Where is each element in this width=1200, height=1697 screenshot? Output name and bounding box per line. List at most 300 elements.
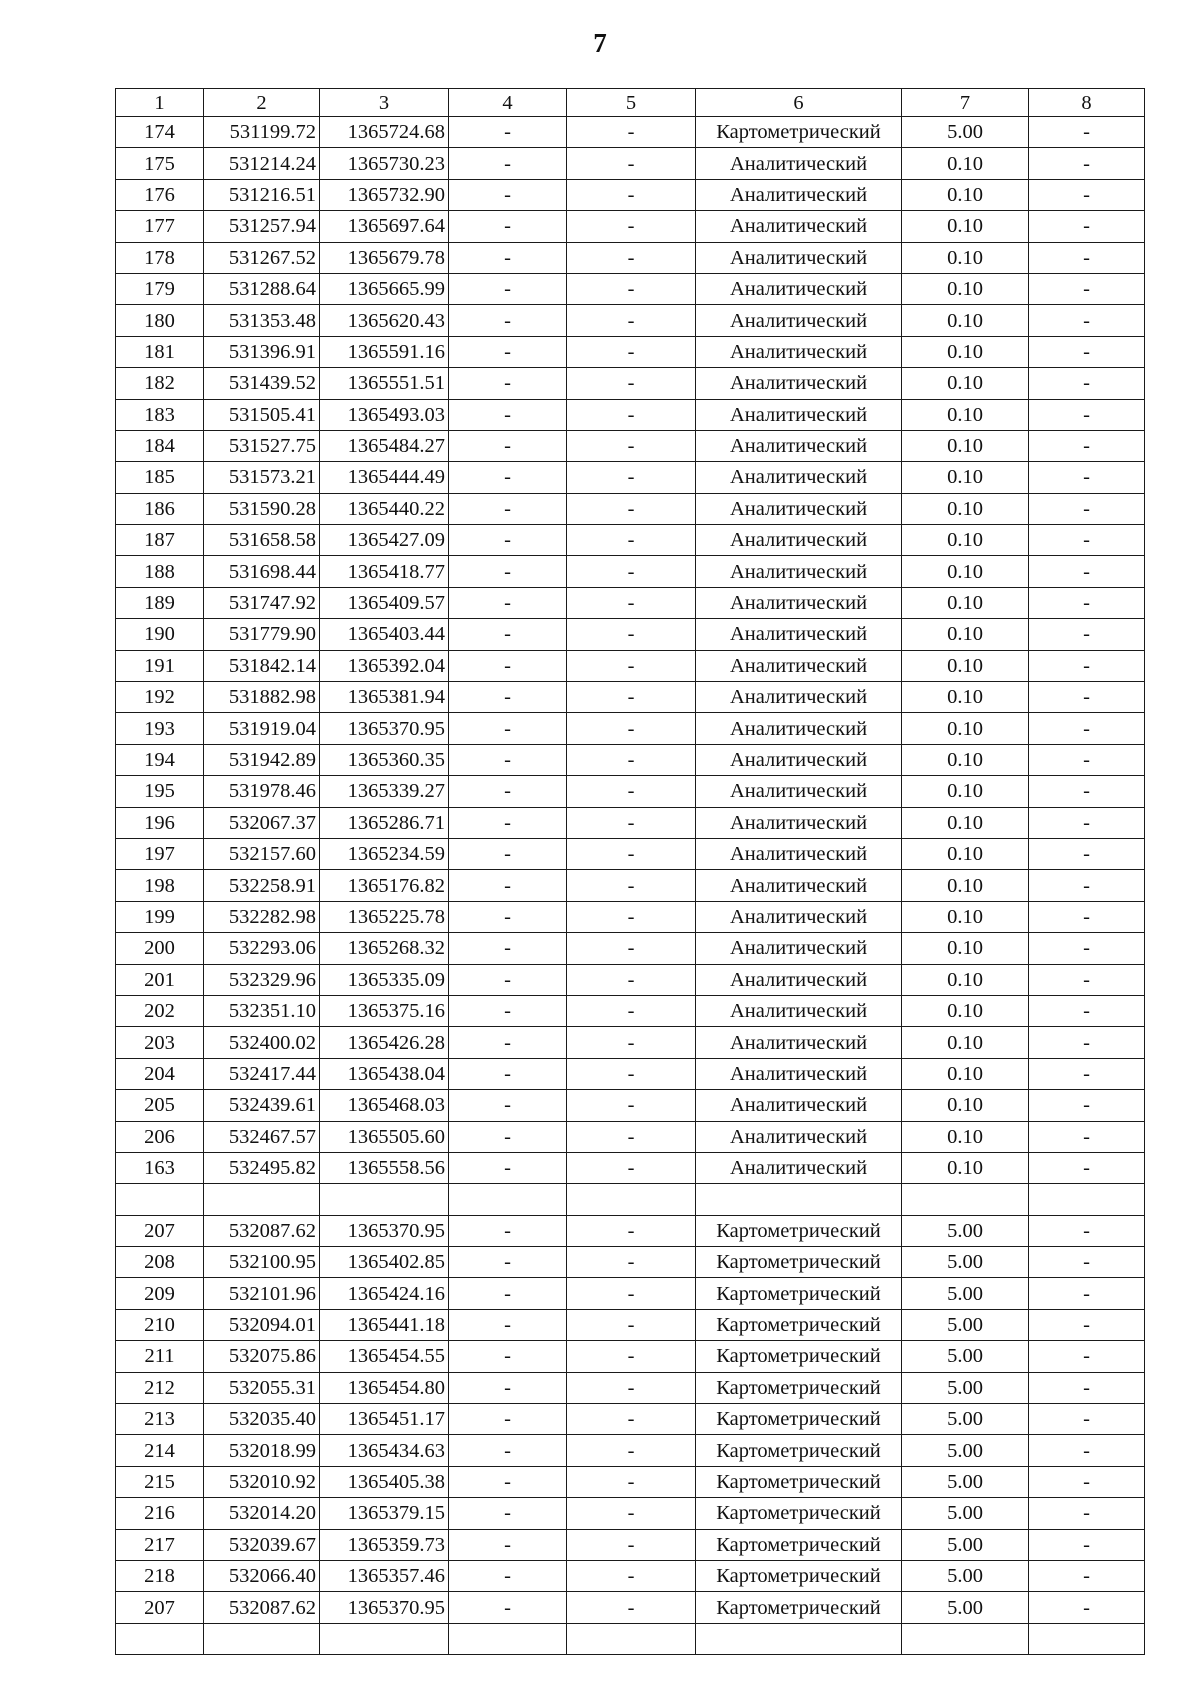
point-number-cell: 193 [116,713,204,744]
point-number-cell [116,1184,204,1215]
accuracy-cell: 5.00 [902,1278,1029,1309]
col-4-value-cell: - [449,964,567,995]
col-4-value-cell: - [449,744,567,775]
col-8-value-cell: - [1029,933,1145,964]
accuracy-cell: 0.10 [902,650,1029,681]
method-cell: Аналитический [696,493,902,524]
point-number-cell: 212 [116,1372,204,1403]
accuracy-cell: 0.10 [902,995,1029,1026]
col-8-value-cell: - [1029,462,1145,493]
x-coordinate-cell: 531842.14 [204,650,320,681]
accuracy-cell: 0.10 [902,430,1029,461]
point-number-cell: 211 [116,1341,204,1372]
point-number-cell: 218 [116,1560,204,1591]
table-row [116,933,1145,964]
x-coordinate-cell: 532066.40 [204,1560,320,1591]
col-4-value-cell: - [449,1592,567,1623]
col-5-value-cell: - [567,1027,696,1058]
method-cell: Аналитический [696,995,902,1026]
col-8-value-cell: - [1029,148,1145,179]
table-row [116,1278,1145,1309]
method-cell: Аналитический [696,399,902,430]
point-number-cell: 216 [116,1498,204,1529]
x-coordinate-cell: 531747.92 [204,587,320,618]
col-5-value-cell: - [567,619,696,650]
method-cell: Аналитический [696,1121,902,1152]
accuracy-cell: 0.10 [902,901,1029,932]
col-4-value-cell: - [449,242,567,273]
y-coordinate-cell: 1365679.78 [320,242,449,273]
point-number-cell: 191 [116,650,204,681]
col-4-value-cell: - [449,587,567,618]
col-8-value-cell: - [1029,1152,1145,1183]
table-row [116,1592,1145,1623]
col-4-value-cell: - [449,1247,567,1278]
col-8-value-cell: - [1029,1058,1145,1089]
method-cell: Аналитический [696,713,902,744]
col-8-value-cell: - [1029,838,1145,869]
col-4-value-cell: - [449,368,567,399]
col-4-value-cell: - [449,1152,567,1183]
col-8-value-cell: - [1029,1404,1145,1435]
x-coordinate-cell: 532067.37 [204,807,320,838]
point-number-cell: 176 [116,179,204,210]
method-cell: Картометрический [696,1372,902,1403]
accuracy-cell: 0.10 [902,242,1029,273]
col-5-value-cell: - [567,1592,696,1623]
col-8-value-cell: - [1029,525,1145,556]
col-5-value-cell: - [567,556,696,587]
x-coordinate-cell: 532010.92 [204,1466,320,1497]
y-coordinate-cell: 1365370.95 [320,1215,449,1246]
x-coordinate-cell: 532018.99 [204,1435,320,1466]
col-8-value-cell: - [1029,1247,1145,1278]
table-row [116,870,1145,901]
column-header-1: 1 [116,89,204,117]
table-row [116,1372,1145,1403]
col-8-value-cell: - [1029,430,1145,461]
table-header-row [116,89,1145,117]
accuracy-cell: 0.10 [902,713,1029,744]
col-4-value-cell: - [449,776,567,807]
col-5-value-cell: - [567,1404,696,1435]
table-row [116,964,1145,995]
method-cell: Аналитический [696,211,902,242]
table-row [116,525,1145,556]
table-row [116,807,1145,838]
col-5-value-cell: - [567,211,696,242]
method-cell: Картометрический [696,1560,902,1591]
point-number-cell: 213 [116,1404,204,1435]
point-number-cell: 179 [116,273,204,304]
x-coordinate-cell: 532293.06 [204,933,320,964]
x-coordinate-cell: 532101.96 [204,1278,320,1309]
method-cell: Аналитический [696,807,902,838]
table-row [116,117,1145,148]
method-cell: Аналитический [696,556,902,587]
accuracy-cell: 0.10 [902,1121,1029,1152]
y-coordinate-cell [320,1184,449,1215]
col-4-value-cell: - [449,273,567,304]
table-row [116,462,1145,493]
table-row [116,556,1145,587]
col-4-value-cell: - [449,148,567,179]
col-5-value-cell: - [567,305,696,336]
col-8-value-cell: - [1029,117,1145,148]
y-coordinate-cell: 1365359.73 [320,1529,449,1560]
point-number-cell: 182 [116,368,204,399]
table-row [116,619,1145,650]
y-coordinate-cell: 1365591.16 [320,336,449,367]
accuracy-cell: 5.00 [902,1592,1029,1623]
col-8-value-cell: - [1029,870,1145,901]
y-coordinate-cell: 1365444.49 [320,462,449,493]
x-coordinate-cell: 532035.40 [204,1404,320,1435]
column-header-8: 8 [1029,89,1145,117]
y-coordinate-cell: 1365493.03 [320,399,449,430]
col-5-value-cell: - [567,713,696,744]
col-4-value-cell: - [449,619,567,650]
point-number-cell [116,1623,204,1654]
point-number-cell: 203 [116,1027,204,1058]
y-coordinate-cell: 1365418.77 [320,556,449,587]
col-4-value-cell: - [449,1529,567,1560]
point-number-cell: 183 [116,399,204,430]
x-coordinate-cell: 531257.94 [204,211,320,242]
x-coordinate-cell: 532100.95 [204,1247,320,1278]
x-coordinate-cell: 531779.90 [204,619,320,650]
accuracy-cell: 0.10 [902,1058,1029,1089]
accuracy-cell: 5.00 [902,1560,1029,1591]
col-5-value-cell: - [567,148,696,179]
table-row [116,273,1145,304]
point-number-cell: 217 [116,1529,204,1560]
col-5-value-cell: - [567,807,696,838]
x-coordinate-cell: 531267.52 [204,242,320,273]
col-8-value-cell: - [1029,368,1145,399]
x-coordinate-cell: 531527.75 [204,430,320,461]
col-4-value-cell: - [449,179,567,210]
column-header-5: 5 [567,89,696,117]
method-cell: Аналитический [696,525,902,556]
col-4-value-cell: - [449,493,567,524]
y-coordinate-cell: 1365558.56 [320,1152,449,1183]
col-8-value-cell: - [1029,964,1145,995]
point-number-cell: 205 [116,1090,204,1121]
col-5-value-cell: - [567,1341,696,1372]
point-number-cell: 197 [116,838,204,869]
y-coordinate-cell: 1365427.09 [320,525,449,556]
col-8-value-cell: - [1029,556,1145,587]
table-row [116,1560,1145,1591]
col-5-value-cell: - [567,1058,696,1089]
page-number: 7 [593,28,607,58]
col-8-value-cell: - [1029,682,1145,713]
col-5-value-cell: - [567,336,696,367]
point-number-cell: 174 [116,117,204,148]
col-8-value-cell: - [1029,1435,1145,1466]
method-cell: Аналитический [696,462,902,493]
x-coordinate-cell: 532495.82 [204,1152,320,1183]
accuracy-cell: 5.00 [902,1372,1029,1403]
table-row [116,1184,1145,1215]
col-5-value-cell: - [567,682,696,713]
col-4-value-cell: - [449,807,567,838]
x-coordinate-cell: 532055.31 [204,1372,320,1403]
accuracy-cell: 0.10 [902,807,1029,838]
table-row [116,211,1145,242]
col-4-value-cell: - [449,1090,567,1121]
accuracy-cell: 5.00 [902,117,1029,148]
method-cell: Аналитический [696,744,902,775]
accuracy-cell: 0.10 [902,1027,1029,1058]
col-5-value-cell: - [567,273,696,304]
col-4-value-cell [449,1623,567,1654]
y-coordinate-cell: 1365402.85 [320,1247,449,1278]
point-number-cell: 202 [116,995,204,1026]
y-coordinate-cell: 1365426.28 [320,1027,449,1058]
y-coordinate-cell: 1365360.35 [320,744,449,775]
point-number-cell: 204 [116,1058,204,1089]
y-coordinate-cell: 1365620.43 [320,305,449,336]
y-coordinate-cell: 1365697.64 [320,211,449,242]
col-5-value-cell: - [567,1152,696,1183]
col-4-value-cell: - [449,462,567,493]
table-row [116,1341,1145,1372]
method-cell: Картометрический [696,1215,902,1246]
col-5-value-cell: - [567,995,696,1026]
method-cell: Аналитический [696,430,902,461]
col-4-value-cell: - [449,650,567,681]
accuracy-cell: 0.10 [902,744,1029,775]
y-coordinate-cell: 1365438.04 [320,1058,449,1089]
method-cell: Аналитический [696,1090,902,1121]
col-5-value-cell: - [567,179,696,210]
col-8-value-cell: - [1029,776,1145,807]
y-coordinate-cell: 1365451.17 [320,1404,449,1435]
col-8-value-cell: - [1029,1121,1145,1152]
point-number-cell: 200 [116,933,204,964]
col-5-value-cell: - [567,117,696,148]
col-5-value-cell: - [567,1215,696,1246]
col-8-value-cell: - [1029,211,1145,242]
col-8-value-cell: - [1029,336,1145,367]
accuracy-cell: 0.10 [902,1090,1029,1121]
accuracy-cell: 0.10 [902,148,1029,179]
col-4-value-cell: - [449,556,567,587]
point-number-cell: 175 [116,148,204,179]
accuracy-cell [902,1184,1029,1215]
col-5-value-cell: - [567,587,696,618]
method-cell: Картометрический [696,1435,902,1466]
y-coordinate-cell: 1365392.04 [320,650,449,681]
x-coordinate-cell: 532439.61 [204,1090,320,1121]
col-4-value-cell: - [449,870,567,901]
accuracy-cell: 0.10 [902,211,1029,242]
method-cell: Аналитический [696,368,902,399]
table-row [116,242,1145,273]
col-8-value-cell: - [1029,1215,1145,1246]
accuracy-cell: 5.00 [902,1404,1029,1435]
method-cell: Картометрический [696,1529,902,1560]
point-number-cell: 185 [116,462,204,493]
method-cell: Аналитический [696,179,902,210]
x-coordinate-cell [204,1184,320,1215]
y-coordinate-cell: 1365381.94 [320,682,449,713]
table-row [116,744,1145,775]
y-coordinate-cell: 1365268.32 [320,933,449,964]
accuracy-cell: 0.10 [902,682,1029,713]
x-coordinate-cell: 531573.21 [204,462,320,493]
accuracy-cell: 0.10 [902,1152,1029,1183]
col-8-value-cell: - [1029,179,1145,210]
x-coordinate-cell: 532157.60 [204,838,320,869]
col-4-value-cell: - [449,305,567,336]
accuracy-cell: 0.10 [902,619,1029,650]
accuracy-cell: 0.10 [902,525,1029,556]
point-number-cell: 187 [116,525,204,556]
col-5-value-cell: - [567,1466,696,1497]
table-row [116,179,1145,210]
point-number-cell: 189 [116,587,204,618]
col-4-value-cell: - [449,1215,567,1246]
col-5-value-cell: - [567,838,696,869]
method-cell: Аналитический [696,682,902,713]
column-header-4: 4 [449,89,567,117]
col-5-value-cell: - [567,1121,696,1152]
col-5-value-cell: - [567,933,696,964]
col-8-value-cell: - [1029,493,1145,524]
table-row [116,493,1145,524]
col-5-value-cell: - [567,368,696,399]
col-8-value-cell: - [1029,1498,1145,1529]
col-8-value-cell: - [1029,713,1145,744]
method-cell: Картометрический [696,117,902,148]
table-row [116,1498,1145,1529]
accuracy-cell: 5.00 [902,1498,1029,1529]
col-4-value-cell: - [449,995,567,1026]
col-8-value-cell: - [1029,1560,1145,1591]
accuracy-cell: 0.10 [902,493,1029,524]
table-row [116,148,1145,179]
method-cell: Картометрический [696,1247,902,1278]
point-number-cell: 180 [116,305,204,336]
col-4-value-cell: - [449,1341,567,1372]
method-cell: Аналитический [696,273,902,304]
col-4-value-cell: - [449,713,567,744]
x-coordinate-cell: 531590.28 [204,493,320,524]
x-coordinate-cell: 531942.89 [204,744,320,775]
col-5-value-cell: - [567,399,696,430]
method-cell: Аналитический [696,1058,902,1089]
y-coordinate-cell: 1365434.63 [320,1435,449,1466]
point-number-cell: 163 [116,1152,204,1183]
col-8-value-cell: - [1029,399,1145,430]
table-row [116,1529,1145,1560]
table-row [116,305,1145,336]
col-4-value-cell: - [449,682,567,713]
col-4-value-cell: - [449,117,567,148]
col-4-value-cell: - [449,1058,567,1089]
col-4-value-cell: - [449,901,567,932]
method-cell: Аналитический [696,870,902,901]
col-8-value-cell: - [1029,744,1145,775]
method-cell [696,1623,902,1654]
accuracy-cell: 5.00 [902,1466,1029,1497]
x-coordinate-cell: 531353.48 [204,305,320,336]
table-row [116,1121,1145,1152]
accuracy-cell: 5.00 [902,1529,1029,1560]
col-5-value-cell: - [567,525,696,556]
method-cell: Аналитический [696,838,902,869]
accuracy-cell [902,1623,1029,1654]
method-cell: Аналитический [696,148,902,179]
col-8-value-cell: - [1029,242,1145,273]
col-4-value-cell: - [449,933,567,964]
point-number-cell: 196 [116,807,204,838]
col-8-value-cell [1029,1184,1145,1215]
table-row [116,1152,1145,1183]
x-coordinate-cell: 531978.46 [204,776,320,807]
y-coordinate-cell: 1365551.51 [320,368,449,399]
col-8-value-cell: - [1029,1529,1145,1560]
col-5-value-cell: - [567,1372,696,1403]
accuracy-cell: 0.10 [902,776,1029,807]
table-body [116,89,1145,1655]
col-8-value-cell: - [1029,1278,1145,1309]
y-coordinate-cell: 1365454.55 [320,1341,449,1372]
column-header-7: 7 [902,89,1029,117]
col-5-value-cell: - [567,1498,696,1529]
table-row [116,713,1145,744]
col-4-value-cell: - [449,525,567,556]
point-number-cell: 215 [116,1466,204,1497]
method-cell: Аналитический [696,1027,902,1058]
col-4-value-cell: - [449,1435,567,1466]
col-4-value-cell: - [449,1027,567,1058]
method-cell: Аналитический [696,587,902,618]
col-5-value-cell: - [567,430,696,461]
table-row [116,682,1145,713]
table-row [116,776,1145,807]
accuracy-cell: 0.10 [902,399,1029,430]
col-4-value-cell: - [449,399,567,430]
col-8-value-cell: - [1029,587,1145,618]
col-4-value-cell: - [449,1309,567,1340]
method-cell: Аналитический [696,1152,902,1183]
x-coordinate-cell: 531288.64 [204,273,320,304]
y-coordinate-cell [320,1623,449,1654]
x-coordinate-cell [204,1623,320,1654]
point-number-cell: 208 [116,1247,204,1278]
y-coordinate-cell: 1365730.23 [320,148,449,179]
table-row [116,430,1145,461]
col-5-value-cell: - [567,650,696,681]
accuracy-cell: 0.10 [902,462,1029,493]
x-coordinate-cell: 531698.44 [204,556,320,587]
x-coordinate-cell: 532014.20 [204,1498,320,1529]
table-row [116,368,1145,399]
col-8-value-cell: - [1029,1027,1145,1058]
table-row [116,1435,1145,1466]
column-header-6: 6 [696,89,902,117]
point-number-cell: 209 [116,1278,204,1309]
col-8-value-cell: - [1029,995,1145,1026]
col-8-value-cell: - [1029,807,1145,838]
col-5-value-cell: - [567,1435,696,1466]
col-4-value-cell: - [449,1372,567,1403]
method-cell: Картометрический [696,1592,902,1623]
